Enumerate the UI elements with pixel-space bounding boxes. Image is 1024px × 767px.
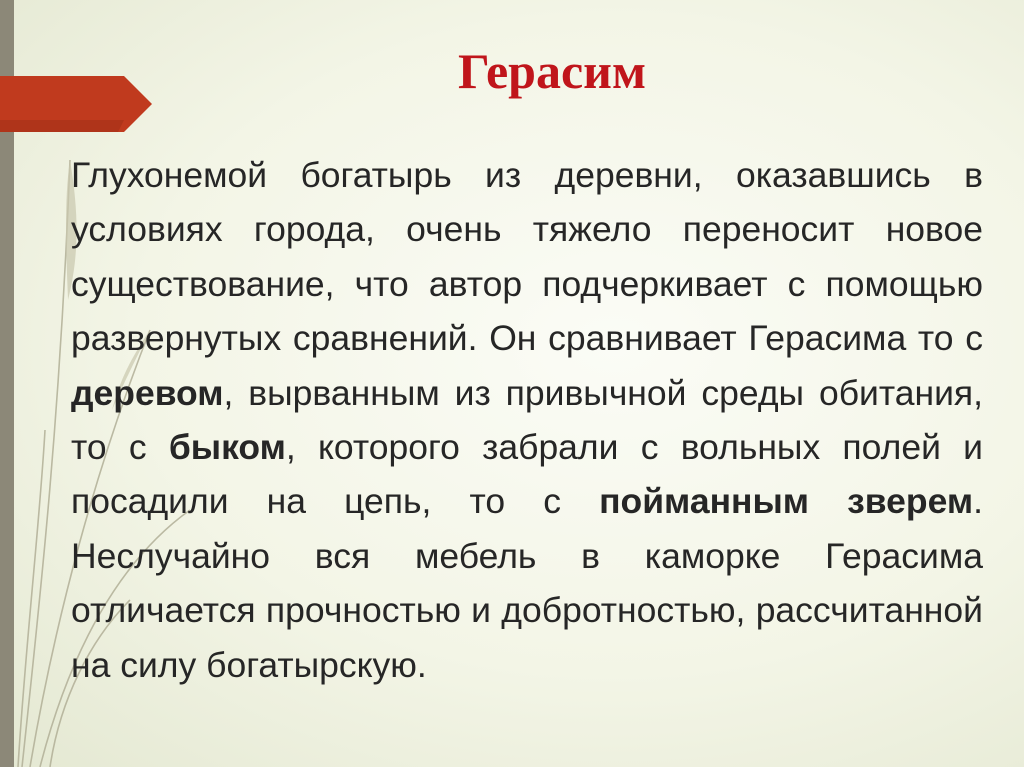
bold-term-bull: быком: [168, 427, 286, 468]
slide-title: Герасим: [457, 43, 647, 99]
paragraph-text: . Неслучайно вся мебель в каморке Герасима отличается прочностью и добротностью, рассчитанной на силу богатырскую.: [71, 481, 983, 685]
bold-term-caught-beast: пойманным зверем: [599, 481, 974, 522]
bold-term-tree: деревом: [71, 372, 224, 413]
paragraph-text: Глухонемой богатырь из деревни, оказавшись в условиях города, очень тяжело переносит новое существование, что автор подчеркивает с помощью развернутых сравнений. Он сравнивает Герасима то с: [71, 155, 983, 359]
paragraph-text: , которого забрали с вольных полей и посадили на цепь, то с: [71, 427, 983, 522]
paragraph-text: , вырванным из привычной среды обитания, то с: [71, 372, 983, 468]
slide-paragraph: [71, 148, 983, 692]
